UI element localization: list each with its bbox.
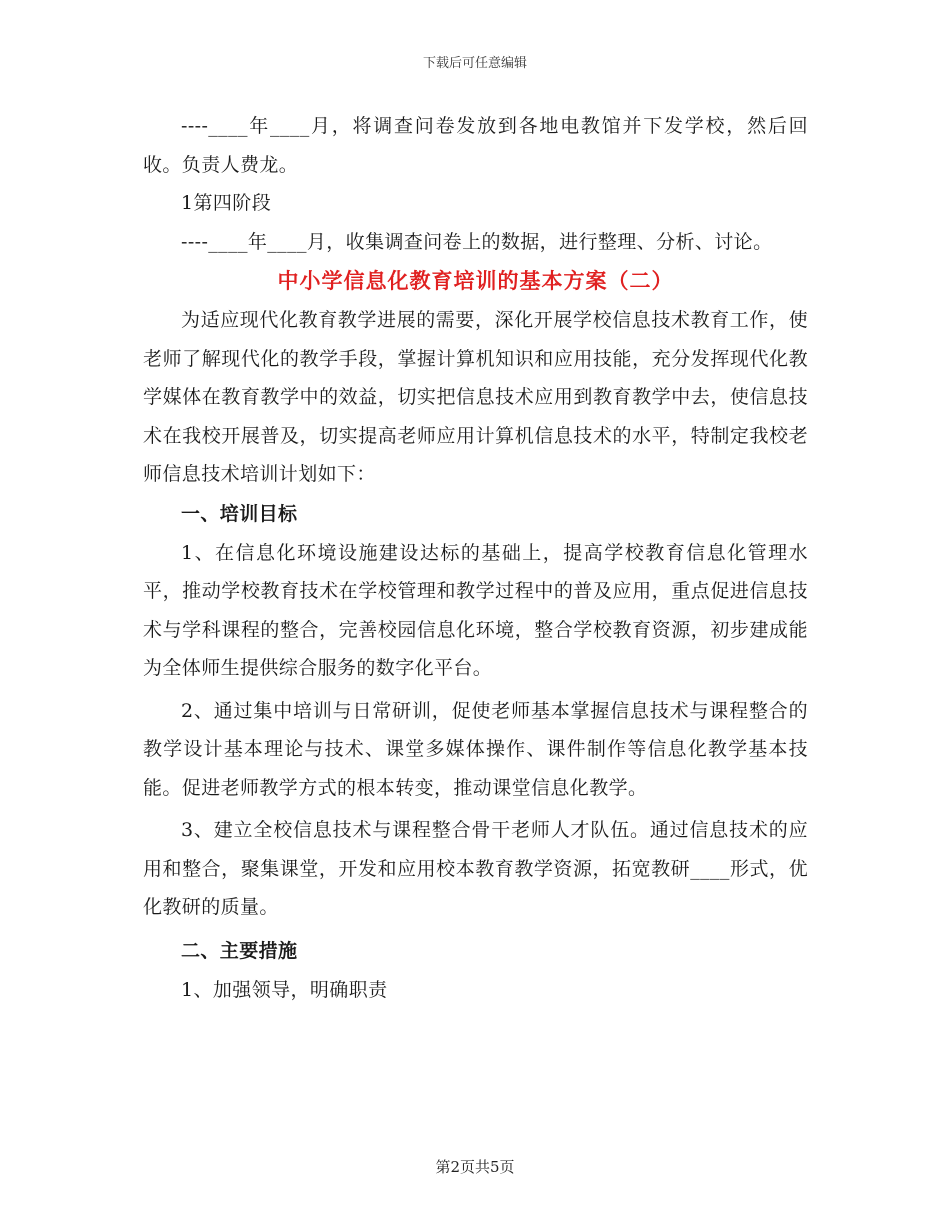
document-title: 中小学信息化教育培训的基本方案（二） xyxy=(277,268,674,293)
document-body xyxy=(143,107,808,1009)
paragraph-goal-2: 2、通过集中培训与日常研训，促使老师基本掌握信息技术与课程整合的教学设计基本理论与技术、课堂多媒体操作、课件制作等信息化教学基本技能。促进老师教学方式的根本转变，推动课堂信息化教学。 xyxy=(143,699,808,799)
paragraph-goal-1: 1、在信息化环境设施建设达标的基础上，提高学校教育信息化管理水平，推动学校教育技术在学校管理和教学过程中的普及应用，重点促进信息技术与学科课程的整合，完善校园信息化环境，整合学校教育资源，初步建成能为全体师生提供综合服务的数字化平台。 xyxy=(143,541,808,679)
section-heading-main-measures: 二、主要措施 xyxy=(181,939,298,962)
paragraph-measure-1: 1、加强领导，明确职责 xyxy=(181,978,388,1001)
paragraph-phase4-schedule: ----____年____月，收集调查问卷上的数据，进行整理、分析、讨论。 xyxy=(181,230,773,253)
paragraph-phase4-heading: 1第四阶段 xyxy=(181,192,272,214)
section-heading-training-goals: 一、培训目标 xyxy=(181,502,298,525)
page-header: 下载后可任意编辑 xyxy=(422,56,527,71)
paragraph-goal-3: 3、建立全校信息技术与课程整合骨干老师人才队伍。通过信息技术的应用和整合，聚集课堂，开发和应用校本教育教学资源，拓宽教研____形式，优化教研的质量。 xyxy=(143,819,808,918)
page-footer: 第2页共5页 xyxy=(435,1158,515,1176)
paragraph-intro: 为适应现代化教育教学进展的需要，深化开展学校信息技术教育工作，使老师了解现代化的教学手段，掌握计算机知识和应用技能，充分发挥现代化教学媒体在教育教学中的效益，切实把信息技术应用到教育教学中去，使信息技术在我校开展普及，切实提高老师应用计算机信息技术的水平，特制定我校老师信息技术培训计划如下： xyxy=(143,309,808,485)
paragraph-phase3-schedule: ----____年____月，将调查问卷发放到各地电教馆并下发学校，然后回收。负责人费龙。 xyxy=(143,115,808,176)
